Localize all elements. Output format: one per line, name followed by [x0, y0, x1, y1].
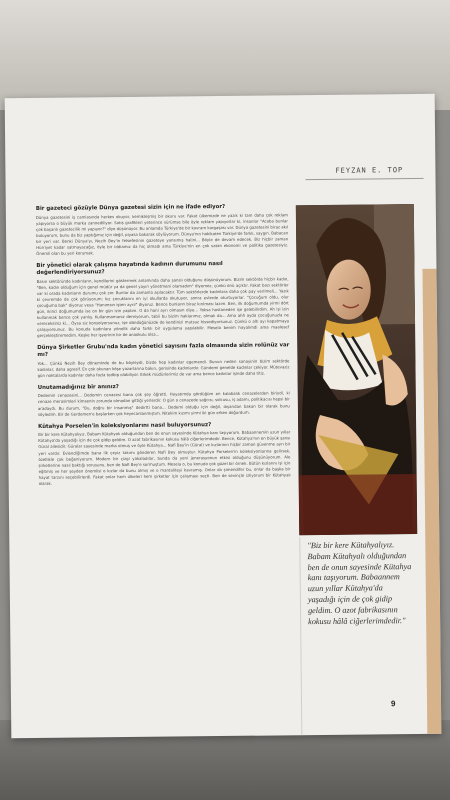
- qa-section: [37, 342, 289, 378]
- answer: Dedemin cenazesini... Dedemin cenazesi bana çok şey öğretti. Hayatımda gördüğüm en kalabalık cenazelerden biriydi, ki cenaze merasimleri kimsenin zorunda olmadan gittiği yerlerdir. O gün o cenazede sağcısı, solcusu, iş adamı, politikacısı hepsi bir aradaydı. Bu durum, "Bu, doğru bir insanmış" dedirtti bana... Dedemi olduğu için değil, dışarıdan bakan bir olarak bunu söyledim. Bir de Gerdemen'e başlarken çok heyecanlanmıştım. Nitekim kızımı yirmi iki gün erken doğurdum.: [37, 390, 290, 417]
- qa-section: [36, 260, 289, 339]
- article-body: [36, 203, 291, 492]
- author-rule: [306, 178, 424, 180]
- question: Kütahya Porselen'in koleksiyonlarını nasıl buluyorsunuz?: [38, 421, 212, 430]
- question: Unutamadığınız bir anınız?: [37, 383, 119, 391]
- column-divider: [299, 537, 303, 738]
- author-name: FEYZAN E. TOP: [335, 166, 404, 175]
- pull-quote: "Biz bir kere Kütahyalıyız. Babam Kütahyalı olduğundan ben de onun sayesinde Kütahya kanı taşıyorum. Babaannem uzun yıllar Kütahya'da yaşadığı için de çok gidip geldim. O azot fabrikasının kokusu hâlâ ciğerlerimdedir.": [307, 540, 412, 626]
- question: Bir yönetici olarak çalışma hayatında kadının durumunu nasıl değerlendiriyorsunuz?: [36, 261, 223, 276]
- page-edge-tab: [422, 269, 441, 738]
- portrait-photo: [296, 204, 417, 535]
- answer: Dünya gazetesini iş camiasında herkes okuyor, kemikleşmiş bir okuru var. Fakat ülkemizde ne yazık ki tam daha çok reklam yapıyorsa o büyük marka zannediliyor. Satış grafikleri yeterince sürümse bile öyle reklam yapıyorlar ki, insanlar "Acaba bunlar çok başarılı gazetecilik mi yapıyor?" diye düşünüyor. Bu anlamda Türkiye'de bir kavram kargaşası var. Dünya gazetesini biraz akıl buluyorum, bunu da biz yaptığımız için değil, piyasa bakarak söylüyorum. Dünya'nın hakikaten Türkiye'de farklı, saygın. Babacan bir yeri var. Benki Dünya'yı, Nezih Bey'in felsefesinin gazeteye yansımış halini... Böyle de devam edecek. Biz hiçbir zaman Hürriyet kadar satmayacağız, öyle bir iddiamız da hiç olmadı ama Türkiye'nin en çok satan ekonomi ve politika gazetesiyiz. Önemli olan bu yeri korumak.: [35, 212, 289, 256]
- answer: Basın sektöründe kadınların, kendilerini göstermek anlamında daha şanslı olduğunu düşünüyorum. Bizim sektörde hiçbir kadın, "Ben, kadın olduğum için genel müdür ya da genel yayın yönetmeni olamadım" diyemez, çünkü önü açıktır. Fakat bazı sektörler var ki orada kadınların durumu çok zor. Bunlar da zamanla aşılacaktır. Tüm sektörlerde kadınlara daha çok pay verilmeli... Yazık ki çevremde de çok görüyorum; kız çocuklarını en iyi okullarda okutuyor, sonra evlerde oturtuyorlar. "Çocuğum oldu, olur çocuğuma bak" diyoruz veya "Hanımsın işten ayrıl" diyoruz. Bence bunların biraz kırılması lazım. Ben, ilk doğumumda yirmi dört gün, ikinci doğumumda ise on bir gün izin yaptım. O da hani ayrı olmasın diye... Yoksa hastaneden işe gelebilirdim. Ah işi izin kullanmak bence çok yanlış. Kullanmamanız demiyorum, tabii bu bizim haklarımız, olmalı da... Ama ahh ayda çocuğunuzla ne vereceksiniz ki... Öysa siz konsolyorsunuz, işe döndüğünüzde de kendinizi mutsuz hissediyorsunuz. Çünkü o altı ayı kapatmaya çalışıyorsunuz. Bu konuda kadınlara yönelik daha farklı bir uygulama yapılabilir. Mesela benim hayalimdi ama maalesef gerçekleştiremedim. Keşke her işyerinin bir de anaokulu olsa...: [36, 275, 290, 338]
- qa-section: [38, 421, 291, 487]
- answer: Yok... Çünkü Nezih Bey döneminde de bu böyleydi, bizde hep kadınlar egemendi. Bunun neden sanayinin bizim sektörde kadınlar, daha agresif. En çok okunan köşe yazarlarına bakın, gerisinde kadınlardır. Gündemi genelde kadınlar çekiyor. Mütevaziz gün noktalarda kadınlar daha fazla tedbip olabiliyor. Erkek müdürlerimiz de var ama bence kadınlar işinde daha titiz.: [37, 357, 290, 378]
- qa-section: [36, 203, 289, 257]
- question: Bir gazeteci gözüyle Dünya gazetesi sizin için ne ifade ediyor?: [35, 203, 226, 212]
- magazine-page: [5, 94, 442, 738]
- qa-section: [38, 382, 290, 418]
- portrait-illustration: [296, 204, 417, 535]
- page-number: 9: [390, 699, 396, 709]
- answer: Bir bir kere Kütahyalıyız. Babam Kütahyalı olduğundan ben de onun sayesinde Kütahya kanı taşıyorum. Babaannemin uzun yıllar Kütahya'da yaşadığı için de çok gidip geldim. O azot fabrikasının kokusu hâlâ ciğerlerimdedir. Bence, Kütahya'nın en büyük şansı Güral ailesidir. Güralar sayesinde marka olmuş ve öyle Kütahya... Nafi Bey'in (Güral) ve kızlarının hiçbir zaman güvenme ayrı bir yeri vardır. Evlendiğimde bana ilk çeyiz takımı gönderen Nafi Bey olmuştur. Kütahya Porselen'in koleksiyonlarına gelirsek, özellikle çok beğeniyorum. Modern bir çizgi yakaladılar, bunda da yeni jenerasyonun etkisi olduğunu düşünüyorum. Ale şirketlerine nasıl baktığı sorusunu, ben de Nafi Bey'e sormuştum. Mesela o, bu konuda çok güzel bir örnek. Bütün kızlarını işi için eğitmiş ve her şeyden önemlisi o kızlar da bunu almış ve o mantaliteyi kavramış. Onlar da şimendifer bu, onlar da başka bir hayat tarzını seçebilirlerdi. Fakat onlar hem ülkeleri hem şirketler için çalışmayı seçti. Ben de sevinçle izliyorum bir Kütahyalı olarak.: [38, 429, 291, 486]
- question: Dünya Şirketler Grubu'nda kadın yönetici sayısını fazla olmasında sizin rolünüz var mı?: [37, 342, 290, 358]
